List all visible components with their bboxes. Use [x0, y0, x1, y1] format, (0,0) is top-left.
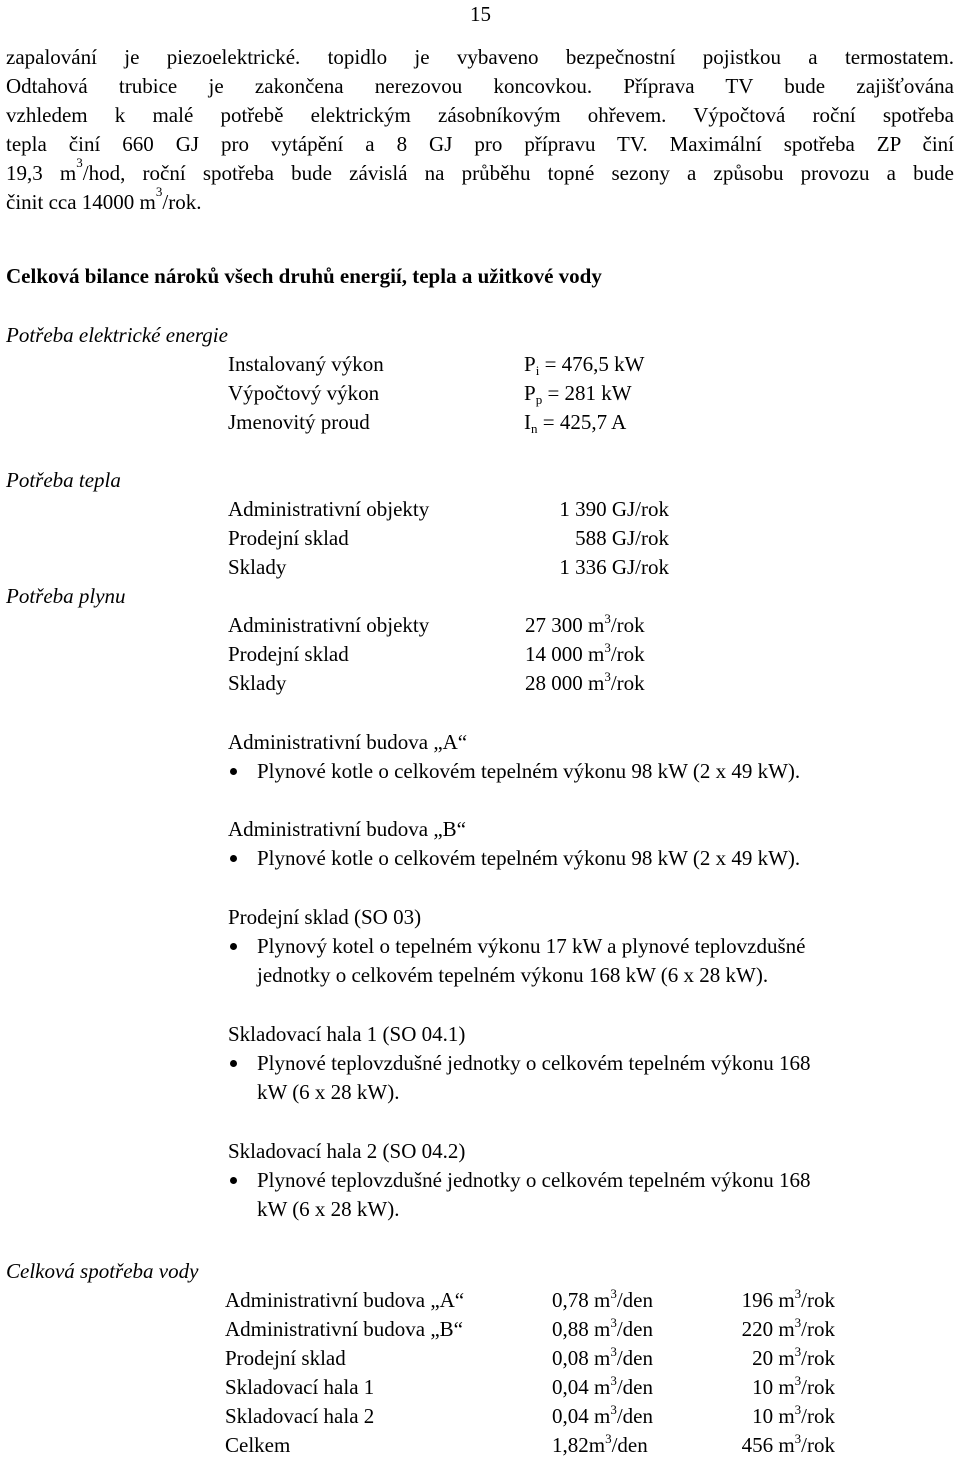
building-bullet-text: Plynový kotel o tepelném výkonu 17 kW a plynové teplovzdušné — [257, 934, 806, 958]
intro-line: vzhledem k malé potřebě elektrickým zásobníkovým ohřevem. Výpočtová roční spotřeba — [6, 103, 954, 127]
bullet-icon — [230, 1060, 237, 1067]
heat-title: Potřeba tepla — [6, 468, 121, 492]
water-daily: 0,88 $m^3$/den — [552, 1315, 653, 1341]
building-bullet-text: Plynové teplovzdušné jednotky o celkovém tepelném výkonu 168 — [257, 1168, 811, 1192]
section-heading: Celková bilance nároků všech druhů energií, tepla a užitkové vody — [6, 264, 602, 288]
gas-title: Potřeba plynu — [6, 584, 126, 608]
page-number: 15 — [470, 2, 491, 26]
building-title: Administrativní budova „A“ — [228, 730, 468, 754]
water-label: Administrativní budova „B“ — [225, 1317, 463, 1341]
building-bullet-text: Plynové kotle o celkovém tepelném výkonu 98 kW (2 x 49 kW). — [257, 759, 801, 783]
water-yearly: 10 $m^3$/rok — [752, 1373, 835, 1399]
gas-value: 14 000 $m^3$/rok — [525, 640, 645, 666]
gas-label: Prodejní sklad — [228, 642, 349, 666]
water-daily: 0,78 $m^3$/den — [552, 1286, 653, 1312]
water-yearly: 20 $m^3$/rok — [752, 1344, 835, 1370]
heat-label: Sklady — [228, 555, 287, 579]
building-title: Administrativní budova „B“ — [228, 817, 466, 841]
water-label: Skladovací hala 2 — [225, 1404, 375, 1428]
water-yearly: 456 $m^3$/rok — [741, 1431, 835, 1457]
electric-value: $P_i = 476,5$ kW — [524, 352, 645, 378]
water-yearly: 220 $m^3$/rok — [741, 1315, 835, 1341]
building-bullet-text: kW (6 x 28 kW). — [257, 1080, 400, 1104]
heat-value: 1 336 GJ/rok — [559, 555, 669, 579]
intro-line: 19,3 $m^3$/hod, roční spotřeba bude závislá na průběhu topné sezony a způsobu provozu a bude — [6, 155, 954, 185]
heat-value: 1 390 GJ/rok — [559, 497, 669, 521]
gas-value: 27 300 $m^3$/rok — [525, 611, 645, 637]
building-bullet-text: kW (6 x 28 kW). — [257, 1197, 400, 1221]
water-daily: 0,08 $m^3$/den — [552, 1344, 653, 1370]
water-label: Celkem — [225, 1433, 291, 1457]
building-title: Skladovací hala 2 (SO 04.2) — [228, 1139, 466, 1163]
intro-line: činit cca 14000 $m^3$/rok. — [6, 184, 202, 214]
building-bullet-text: Plynové kotle o celkovém tepelném výkonu 98 kW (2 x 49 kW). — [257, 846, 801, 870]
building-title: Prodejní sklad (SO 03) — [228, 905, 422, 929]
water-yearly: 196 $m^3$/rok — [741, 1286, 835, 1312]
water-daily: 0,04 $m^3$/den — [552, 1373, 653, 1399]
water-daily: 0,04 $m^3$/den — [552, 1402, 653, 1428]
water-label: Prodejní sklad — [225, 1346, 346, 1370]
water-yearly: 10 $m^3$/rok — [752, 1402, 835, 1428]
gas-value: 28 000 $m^3$/rok — [525, 669, 645, 695]
bullet-icon — [230, 1177, 237, 1184]
building-title: Skladovací hala 1 (SO 04.1) — [228, 1022, 466, 1046]
heat-value: 588 GJ/rok — [575, 526, 669, 550]
intro-line: zapalování je piezoelektrické. topidlo je vybaveno bezpečnostní pojistkou a termostatem. — [6, 45, 954, 69]
water-label: Administrativní budova „A“ — [225, 1288, 465, 1312]
water-title: Celková spotřeba vody — [6, 1259, 199, 1283]
bullet-icon — [230, 855, 237, 862]
bullet-icon — [230, 943, 237, 950]
electric-label: Jmenovitý proud — [228, 410, 370, 434]
electric-label: Výpočtový výkon — [228, 381, 380, 405]
bullet-icon — [230, 768, 237, 775]
water-label: Skladovací hala 1 — [225, 1375, 375, 1399]
electric-value: $P_p = 281$ kW — [524, 381, 632, 407]
heat-label: Administrativní objekty — [228, 497, 430, 521]
electric-title: Potřeba elektrické energie — [6, 323, 228, 347]
electric-value: $I_n = 425,7$ A — [524, 410, 627, 436]
intro-paragraph — [6, 43, 954, 217]
intro-line: Odtahová trubice je zakončena nerezovou koncovkou. Příprava TV bude zajišťována — [6, 74, 954, 98]
water-daily: $1,82m^3$/den — [552, 1431, 648, 1457]
building-bullet-text: Plynové teplovzdušné jednotky o celkovém tepelném výkonu 168 — [257, 1051, 811, 1075]
building-bullet-text: jednotky o celkovém tepelném výkonu 168 kW (6 x 28 kW). — [257, 963, 769, 987]
gas-label: Sklady — [228, 671, 287, 695]
electric-label: Instalovaný výkon — [228, 352, 384, 376]
intro-line: tepla činí 660 GJ pro vytápění a 8 GJ pro přípravu TV. Maximální spotřeba ZP činí — [6, 132, 954, 156]
heat-label: Prodejní sklad — [228, 526, 349, 550]
gas-label: Administrativní objekty — [228, 613, 430, 637]
